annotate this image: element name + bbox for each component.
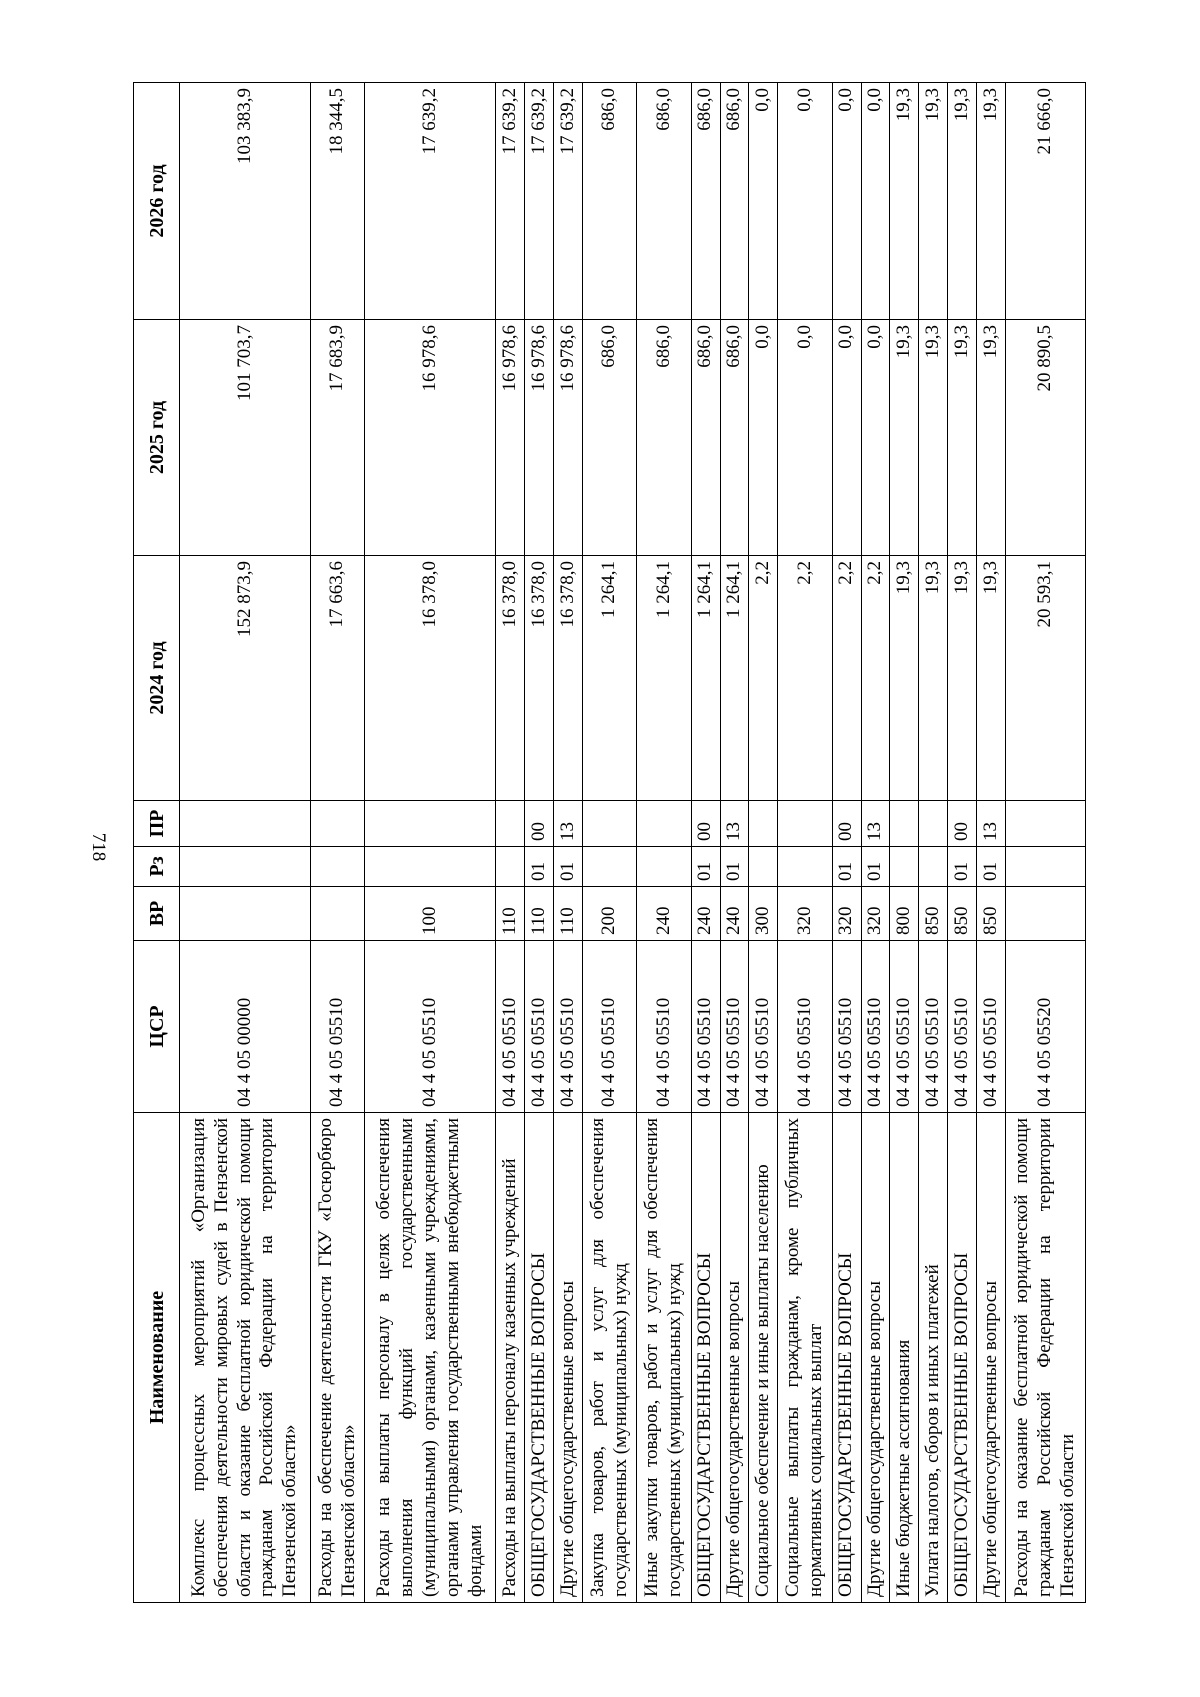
cell-name: Иные закупки товаров, работ и услуг для обеспечения государственных (муниципальных) нужд [637, 1113, 691, 1603]
cell-2026: 17 639,2 [496, 83, 525, 320]
cell-rz [919, 847, 948, 887]
cell-rz: 01 [720, 847, 749, 887]
cell-name: Расходы на оказание бесплатной юридической помощи гражданам Российской Федерации на территории Пензенской области [1005, 1113, 1085, 1603]
table-row [832, 83, 861, 1603]
cell-vr: 850 [948, 887, 977, 941]
cell-2026: 0,0 [749, 83, 778, 320]
cell-vr: 300 [749, 887, 778, 941]
cell-2025: 686,0 [691, 320, 720, 556]
cell-rz: 01 [554, 847, 583, 887]
cell-rz [496, 847, 525, 887]
table-row [919, 83, 948, 1603]
cell-rz [778, 847, 832, 887]
cell-2024: 2,2 [832, 556, 861, 801]
cell-2026: 686,0 [582, 83, 636, 320]
cell-vr: 100 [365, 887, 496, 941]
cell-2025: 0,0 [861, 320, 890, 556]
cell-pr: 00 [525, 801, 554, 847]
cell-2024: 2,2 [778, 556, 832, 801]
cell-2024: 19,3 [890, 556, 919, 801]
cell-rz [582, 847, 636, 887]
cell-vr: 320 [778, 887, 832, 941]
table-row [582, 83, 636, 1603]
cell-pr [890, 801, 919, 847]
cell-2026: 19,3 [919, 83, 948, 320]
cell-rz: 01 [525, 847, 554, 887]
table-container [133, 83, 1086, 1603]
cell-pr: 00 [691, 801, 720, 847]
cell-vr: 850 [919, 887, 948, 941]
cell-rz [365, 847, 496, 887]
cell-name: Другие общегосударственные вопросы [977, 1113, 1006, 1603]
cell-2026: 18 344,5 [310, 83, 364, 320]
cell-vr: 800 [890, 887, 919, 941]
cell-rz: 01 [832, 847, 861, 887]
rotated-table [133, 83, 1086, 1603]
cell-2025: 686,0 [582, 320, 636, 556]
header-rz: Рз [134, 847, 180, 887]
cell-2026: 0,0 [861, 83, 890, 320]
cell-rz: 01 [861, 847, 890, 887]
cell-csr: 04 4 05 05510 [365, 941, 496, 1113]
table-row [554, 83, 583, 1603]
cell-pr: 13 [554, 801, 583, 847]
cell-csr: 04 4 05 05510 [778, 941, 832, 1113]
cell-csr: 04 4 05 05510 [832, 941, 861, 1113]
cell-2025: 19,3 [890, 320, 919, 556]
table-row [365, 83, 496, 1603]
cell-rz: 01 [977, 847, 1006, 887]
cell-name: ОБЩЕГОСУДАРСТВЕННЫЕ ВОПРОСЫ [525, 1113, 554, 1603]
cell-2024: 2,2 [861, 556, 890, 801]
cell-2026: 686,0 [691, 83, 720, 320]
cell-rz [310, 847, 364, 887]
cell-pr: 13 [720, 801, 749, 847]
cell-vr: 320 [832, 887, 861, 941]
cell-name: Социальное обеспечение и иные выплаты населению [749, 1113, 778, 1603]
cell-2026: 19,3 [948, 83, 977, 320]
cell-csr: 04 4 05 05510 [919, 941, 948, 1113]
cell-2025: 19,3 [919, 320, 948, 556]
table-row [977, 83, 1006, 1603]
table-row [778, 83, 832, 1603]
cell-pr [1005, 801, 1085, 847]
cell-2024: 19,3 [948, 556, 977, 801]
table-row [496, 83, 525, 1603]
cell-2025: 16 978,6 [554, 320, 583, 556]
cell-2026: 17 639,2 [525, 83, 554, 320]
cell-csr: 04 4 05 05510 [525, 941, 554, 1113]
cell-2026: 19,3 [977, 83, 1006, 320]
cell-2024: 16 378,0 [525, 556, 554, 801]
cell-name: ОБЩЕГОСУДАРСТВЕННЫЕ ВОПРОСЫ [691, 1113, 720, 1603]
header-vr: ВР [134, 887, 180, 941]
cell-2025: 0,0 [749, 320, 778, 556]
cell-2026: 21 666,0 [1005, 83, 1085, 320]
table-row [890, 83, 919, 1603]
cell-name: Закупка товаров, работ и услуг для обеспечения государственных (муниципальных) нужд [582, 1113, 636, 1603]
cell-csr: 04 4 05 00000 [180, 941, 311, 1113]
cell-csr: 04 4 05 05510 [310, 941, 364, 1113]
cell-2026: 0,0 [778, 83, 832, 320]
cell-2024: 1 264,1 [582, 556, 636, 801]
header-csr: ЦСР [134, 941, 180, 1113]
cell-csr: 04 4 05 05510 [890, 941, 919, 1113]
cell-2024: 16 378,0 [496, 556, 525, 801]
cell-2025: 101 703,7 [180, 320, 311, 556]
table-row [310, 83, 364, 1603]
cell-vr: 240 [720, 887, 749, 941]
cell-2025: 16 978,6 [365, 320, 496, 556]
cell-csr: 04 4 05 05510 [948, 941, 977, 1113]
header-row [134, 83, 180, 1603]
cell-2025: 0,0 [832, 320, 861, 556]
cell-2024: 152 873,9 [180, 556, 311, 801]
cell-2024: 1 264,1 [637, 556, 691, 801]
cell-rz [890, 847, 919, 887]
cell-csr: 04 4 05 05510 [720, 941, 749, 1113]
cell-2026: 17 639,2 [365, 83, 496, 320]
cell-pr [749, 801, 778, 847]
cell-csr: 04 4 05 05510 [637, 941, 691, 1113]
table-row [749, 83, 778, 1603]
cell-pr [778, 801, 832, 847]
cell-vr: 240 [637, 887, 691, 941]
table-row [861, 83, 890, 1603]
header-pr: ПР [134, 801, 180, 847]
cell-pr [637, 801, 691, 847]
cell-vr: 240 [691, 887, 720, 941]
cell-rz: 01 [948, 847, 977, 887]
cell-vr: 320 [861, 887, 890, 941]
cell-csr: 04 4 05 05510 [861, 941, 890, 1113]
cell-2026: 19,3 [890, 83, 919, 320]
cell-pr [582, 801, 636, 847]
table-row [637, 83, 691, 1603]
table-row [948, 83, 977, 1603]
cell-rz [1005, 847, 1085, 887]
table-row [691, 83, 720, 1603]
cell-pr: 00 [948, 801, 977, 847]
cell-rz [180, 847, 311, 887]
cell-pr [180, 801, 311, 847]
cell-vr: 200 [582, 887, 636, 941]
cell-csr: 04 4 05 05510 [582, 941, 636, 1113]
table-row [525, 83, 554, 1603]
cell-vr: 850 [977, 887, 1006, 941]
cell-name: Уплата налогов, сборов и иных платежей [919, 1113, 948, 1603]
cell-name: Другие общегосударственные вопросы [554, 1113, 583, 1603]
header-2025: 2025 год [134, 320, 180, 556]
cell-2024: 19,3 [919, 556, 948, 801]
cell-csr: 04 4 05 05510 [691, 941, 720, 1113]
cell-pr: 13 [977, 801, 1006, 847]
cell-name: Социальные выплаты гражданам, кроме публичных нормативных социальных выплат [778, 1113, 832, 1603]
header-2024: 2024 год [134, 556, 180, 801]
cell-csr: 04 4 05 05510 [749, 941, 778, 1113]
cell-2024: 2,2 [749, 556, 778, 801]
cell-name: Другие общегосударственные вопросы [720, 1113, 749, 1603]
cell-2025: 17 683,9 [310, 320, 364, 556]
cell-vr: 110 [525, 887, 554, 941]
cell-pr [365, 801, 496, 847]
page-number: 718 [88, 832, 109, 862]
cell-name: Расходы на обеспечение деятельности ГКУ «Госюрбюро Пензенской области» [310, 1113, 364, 1603]
cell-2024: 19,3 [977, 556, 1006, 801]
cell-2024: 16 378,0 [554, 556, 583, 801]
cell-pr [496, 801, 525, 847]
cell-pr: 00 [832, 801, 861, 847]
table-row [720, 83, 749, 1603]
cell-csr: 04 4 05 05510 [496, 941, 525, 1113]
cell-rz [637, 847, 691, 887]
cell-2024: 16 378,0 [365, 556, 496, 801]
cell-2024: 20 593,1 [1005, 556, 1085, 801]
cell-name: ОБЩЕГОСУДАРСТВЕННЫЕ ВОПРОСЫ [948, 1113, 977, 1603]
cell-csr: 04 4 05 05510 [554, 941, 583, 1113]
cell-vr [1005, 887, 1085, 941]
cell-name: Иные бюджетные ассигнования [890, 1113, 919, 1603]
cell-2025: 16 978,6 [525, 320, 554, 556]
cell-2025: 0,0 [778, 320, 832, 556]
cell-2025: 19,3 [948, 320, 977, 556]
cell-pr [310, 801, 364, 847]
cell-pr [919, 801, 948, 847]
cell-2024: 17 663,6 [310, 556, 364, 801]
cell-vr [180, 887, 311, 941]
cell-name: ОБЩЕГОСУДАРСТВЕННЫЕ ВОПРОСЫ [832, 1113, 861, 1603]
header-2026: 2026 год [134, 83, 180, 320]
table-row [180, 83, 311, 1603]
cell-csr: 04 4 05 05510 [977, 941, 1006, 1113]
cell-2025: 20 890,5 [1005, 320, 1085, 556]
cell-2025: 19,3 [977, 320, 1006, 556]
cell-pr: 13 [861, 801, 890, 847]
cell-2026: 103 383,9 [180, 83, 311, 320]
cell-2026: 17 639,2 [554, 83, 583, 320]
budget-table [133, 82, 1086, 1603]
cell-csr: 04 4 05 05520 [1005, 941, 1085, 1113]
header-name: Наименование [134, 1113, 180, 1603]
cell-2025: 686,0 [637, 320, 691, 556]
cell-vr: 110 [496, 887, 525, 941]
cell-2024: 1 264,1 [720, 556, 749, 801]
cell-2024: 1 264,1 [691, 556, 720, 801]
cell-2025: 16 978,6 [496, 320, 525, 556]
cell-rz [749, 847, 778, 887]
cell-rz: 01 [691, 847, 720, 887]
table-row [1005, 83, 1085, 1603]
cell-2026: 686,0 [637, 83, 691, 320]
cell-2026: 0,0 [832, 83, 861, 320]
cell-name: Расходы на выплаты персоналу в целях обеспечения выполнения функций государственными (муниципальными) органами, казенными учреждениями, органами управления государственными внебюджетными фондами [365, 1113, 496, 1603]
table-body [180, 83, 1086, 1603]
cell-name: Другие общегосударственные вопросы [861, 1113, 890, 1603]
cell-vr [310, 887, 364, 941]
cell-vr: 110 [554, 887, 583, 941]
cell-2025: 686,0 [720, 320, 749, 556]
cell-name: Комплекс процессных мероприятий «Организация обеспечения деятельности мировых судей в Пензенской области и оказание бесплатной юридической помощи гражданам Российской Федерации на территории Пензенской области» [180, 1113, 311, 1603]
cell-name: Расходы на выплаты персоналу казенных учреждений [496, 1113, 525, 1603]
cell-2026: 686,0 [720, 83, 749, 320]
